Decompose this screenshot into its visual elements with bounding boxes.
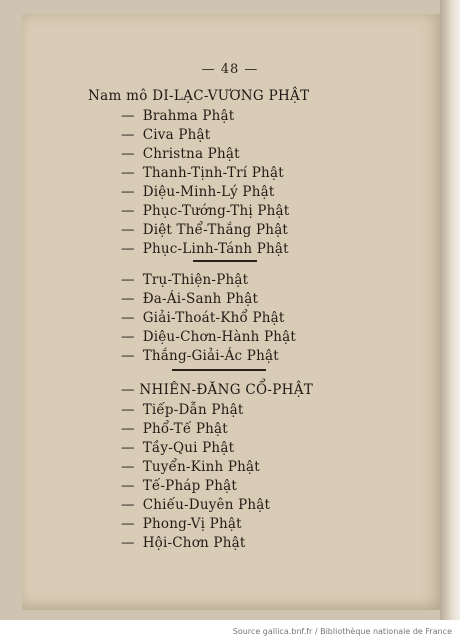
list-item: — Giải-Thoát-Khổ Phật xyxy=(121,310,285,326)
list-item: — Thắng-Giải-Ác Phật xyxy=(121,348,279,364)
list-item: — Phục-Linh-Tánh Phật xyxy=(121,241,289,257)
list-item: — Civa Phật xyxy=(121,127,211,143)
list-item: — Diệu-Minh-Lý Phật xyxy=(121,184,275,200)
section-heading-di-lac: Nam mô DI-LẠC-VƯƠNG PHẬT xyxy=(88,88,310,104)
list-item: — Brahma Phật xyxy=(121,108,235,124)
list-item: — Tiếp-Dẫn Phật xyxy=(121,402,244,418)
list-item: — Phổ-Tế Phật xyxy=(121,421,228,437)
list-item: — Hội-Chơn Phật xyxy=(121,535,246,551)
section-divider xyxy=(172,369,266,371)
list-item: — Tế-Pháp Phật xyxy=(121,478,237,494)
list-item: — Đa-Ái-Sanh Phật xyxy=(121,291,259,307)
source-footer: Source gallica.bnf.fr / Bibliothèque nationale de France xyxy=(232,627,452,636)
list-item: — Trụ-Thiện-Phật xyxy=(121,272,249,288)
page-number: — 48 — xyxy=(201,62,259,77)
list-item: — Christna Phật xyxy=(121,146,240,162)
book-spine xyxy=(440,0,460,620)
list-item: — Diệu-Chơn-Hành Phật xyxy=(121,329,297,345)
list-item: — Chiếu-Duyên Phật xyxy=(121,497,271,513)
list-item: — Tầy-Qui Phật xyxy=(121,440,235,456)
list-item: — Thanh-Tịnh-Trí Phật xyxy=(121,165,284,181)
section-divider xyxy=(193,260,257,262)
list-item: — Diệt Thể-Thắng Phật xyxy=(121,222,289,238)
list-item: — Phong-Vị Phật xyxy=(121,516,242,532)
list-item: — Phục-Tướng-Thị Phật xyxy=(121,203,290,219)
section-heading-nhien-dang: — NHIÊN-ĐĂNG CỔ-PHẬT xyxy=(121,382,314,398)
list-item: — Tuyển-Kinh Phật xyxy=(121,459,260,475)
